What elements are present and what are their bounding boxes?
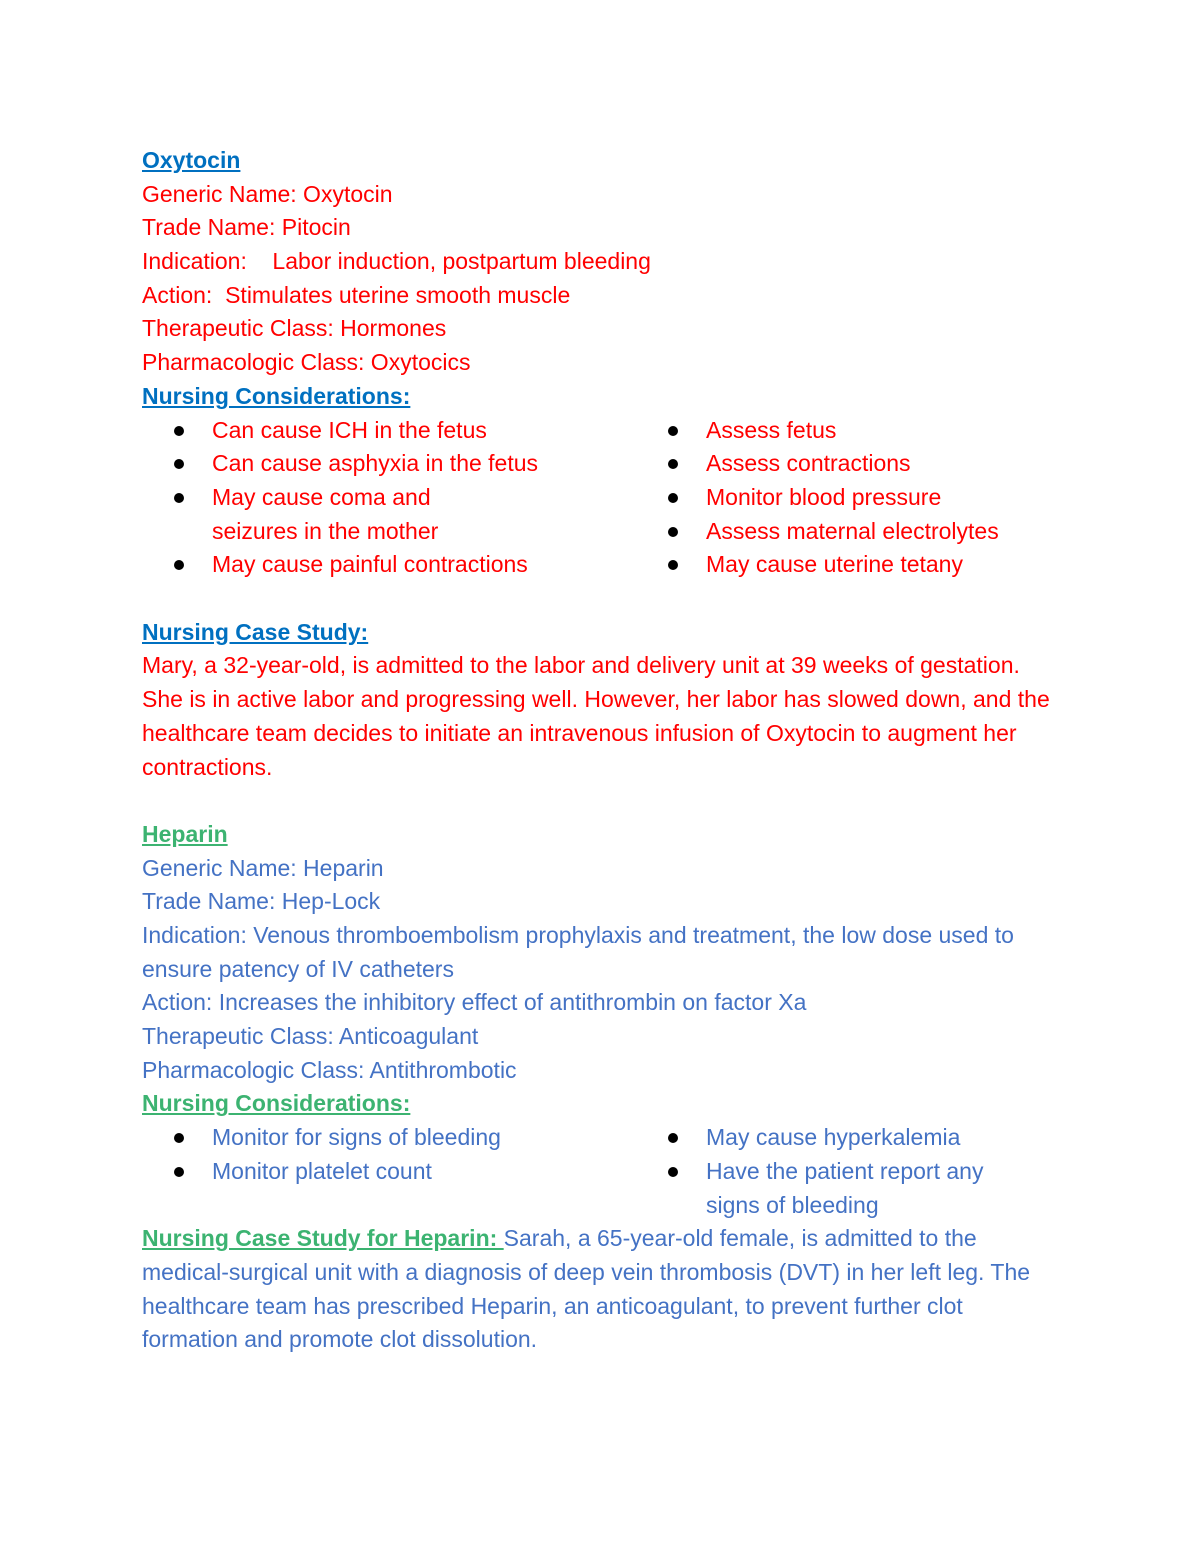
- oxytocin-trade-name: Trade Name: Pitocin: [142, 214, 351, 241]
- heparin-considerations-columns: [142, 1121, 1062, 1222]
- heparin-case-study-title: Nursing Case Study for Heparin:: [142, 1225, 504, 1252]
- heparin-considerations-left-list: [142, 1121, 636, 1188]
- list-item-text: Can cause ICH in the fetus: [212, 416, 487, 443]
- spacer: [142, 784, 1062, 818]
- bullet-icon: [668, 1133, 678, 1143]
- heparin-considerations-title: Nursing Considerations:: [142, 1090, 411, 1117]
- list-item: [636, 548, 1062, 582]
- list-item-text: Monitor platelet count: [212, 1157, 432, 1184]
- heparin-considerations-right-list: [636, 1121, 1062, 1222]
- heparin-trade-name: Trade Name: Hep-Lock: [142, 888, 381, 915]
- oxytocin-pharmacologic-class: Pharmacologic Class: Oxytocics: [142, 349, 471, 376]
- heparin-action: Action: Increases the inhibitory effect of antithrombin on factor Xa: [142, 989, 807, 1016]
- bullet-icon: [174, 459, 184, 469]
- oxytocin-considerations-right-list: [636, 414, 1062, 583]
- oxytocin-considerations-left-list: [142, 414, 636, 583]
- list-item-text: Monitor blood pressure: [706, 483, 942, 510]
- list-item-text: Assess maternal electrolytes: [706, 517, 999, 544]
- bullet-icon: [668, 459, 678, 469]
- oxytocin-case-study-paragraph-2: She is in active labor and progressing well. However, her labor has slowed down, and the healthcare team decides to initiate an intravenous infusion of Oxytocin to augment her contractions.: [142, 686, 1050, 780]
- bullet-icon: [668, 493, 678, 503]
- list-item-text: May cause painful contractions: [212, 551, 528, 578]
- oxytocin-action: Action: Stimulates uterine smooth muscle: [142, 281, 571, 308]
- list-item-text: Monitor for signs of bleeding: [212, 1124, 501, 1151]
- heparin-indication: Indication: Venous thromboembolism prophylaxis and treatment, the low dose used to ensure patency of IV catheters: [142, 921, 1014, 982]
- heparin-therapeutic-class: Therapeutic Class: Anticoagulant: [142, 1023, 479, 1050]
- heparin-case-study-text: Sarah, a 65-year-old female, is admitted to the medical-surgical unit with a diagnosis of deep vein thrombosis (DVT) in her left leg. The healthcare team has prescribed Heparin, an anticoagulant, to prevent further clot formation and promote clot dissolution.: [142, 1225, 1031, 1353]
- list-item: [636, 481, 1062, 515]
- list-item: [636, 1121, 1062, 1155]
- bullet-icon: [668, 426, 678, 436]
- oxytocin-considerations-right: [636, 414, 1062, 583]
- list-item: [142, 447, 636, 481]
- bullet-icon: [174, 1167, 184, 1177]
- bullet-icon: [668, 527, 678, 537]
- list-item-text: Have the patient report any signs of bleeding: [706, 1157, 984, 1218]
- bullet-icon: [174, 426, 184, 436]
- bullet-icon: [668, 560, 678, 570]
- oxytocin-indication: Indication: Labor induction, postpartum bleeding: [142, 248, 651, 275]
- oxytocin-case-study-title: Nursing Case Study:: [142, 618, 369, 645]
- oxytocin-considerations-left: [142, 414, 636, 583]
- oxytocin-considerations-columns: [142, 414, 1062, 583]
- bullet-icon: [174, 560, 184, 570]
- list-item: [142, 481, 522, 548]
- oxytocin-generic-name: Generic Name: Oxytocin: [142, 180, 393, 207]
- oxytocin-considerations-title: Nursing Considerations:: [142, 382, 411, 409]
- list-item: [142, 548, 636, 582]
- bullet-icon: [174, 493, 184, 503]
- list-item-text: May cause coma and seizures in the mother: [212, 483, 439, 544]
- list-item-text: Assess contractions: [706, 450, 911, 477]
- list-item: [142, 1155, 636, 1189]
- heparin-case-study: [142, 1222, 1062, 1357]
- oxytocin-case-study-paragraph-1: Mary, a 32-year-old, is admitted to the labor and delivery unit at 39 weeks of gestation.: [142, 652, 1020, 679]
- heparin-considerations-right: [636, 1121, 1062, 1222]
- heparin-pharmacologic-class: Pharmacologic Class: Antithrombotic: [142, 1056, 517, 1083]
- oxytocin-therapeutic-class: Therapeutic Class: Hormones: [142, 315, 447, 342]
- list-item-text: Can cause asphyxia in the fetus: [212, 450, 539, 477]
- list-item: [142, 1121, 636, 1155]
- list-item-text: Assess fetus: [706, 416, 837, 443]
- list-item-text: May cause hyperkalemia: [706, 1124, 961, 1151]
- bullet-icon: [668, 1167, 678, 1177]
- oxytocin-title: Oxytocin: [142, 147, 241, 173]
- heparin-generic-name: Generic Name: Heparin: [142, 854, 384, 881]
- spacer: [142, 582, 1062, 616]
- list-item: [636, 447, 1062, 481]
- document-content: [142, 144, 1062, 1357]
- list-item: [636, 1155, 1026, 1222]
- heparin-considerations-left: [142, 1121, 636, 1222]
- list-item: [142, 414, 636, 448]
- list-item-text: May cause uterine tetany: [706, 551, 963, 578]
- list-item: [636, 515, 1062, 549]
- heparin-title: Heparin: [142, 820, 228, 847]
- list-item: [636, 414, 1062, 448]
- bullet-icon: [174, 1133, 184, 1143]
